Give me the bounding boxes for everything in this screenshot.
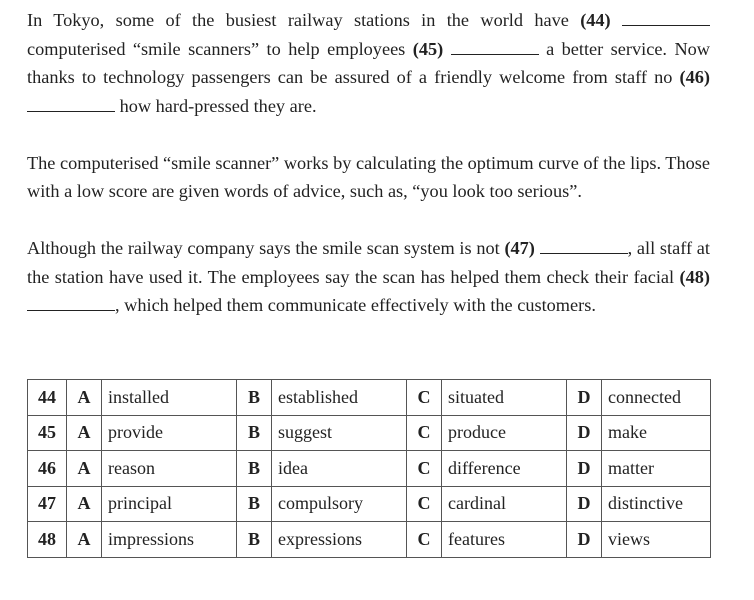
answer-blank-48[interactable] <box>27 293 115 311</box>
option-b[interactable]: established <box>272 380 407 416</box>
option-letter: A <box>67 522 102 558</box>
question-number-cell: 47 <box>28 486 67 522</box>
paragraph-text: , which helped them communicate effectively with the customers. <box>115 295 596 315</box>
option-a[interactable]: reason <box>102 451 237 487</box>
table-row <box>28 415 711 451</box>
paragraph-text: how hard-pressed they are. <box>119 95 317 116</box>
option-letter: D <box>567 486 602 522</box>
option-letter: A <box>67 451 102 487</box>
paragraph-3 <box>27 234 710 320</box>
question-number: (46) <box>679 67 710 87</box>
question-number: (44) <box>580 10 611 30</box>
option-letter: D <box>567 522 602 558</box>
option-d[interactable]: distinctive <box>602 486 711 522</box>
option-d[interactable]: make <box>602 415 711 451</box>
question-number-cell: 46 <box>28 451 67 487</box>
option-b[interactable]: compulsory <box>272 486 407 522</box>
answer-blank-47[interactable] <box>540 236 628 254</box>
question-number-cell: 48 <box>28 522 67 558</box>
option-letter: B <box>237 486 272 522</box>
option-letter: B <box>237 415 272 451</box>
table-row <box>28 522 711 558</box>
reading-passage <box>27 6 710 320</box>
option-letter: D <box>567 415 602 451</box>
table-row <box>28 380 711 416</box>
paragraph-1 <box>27 6 710 120</box>
answer-blank-45[interactable] <box>451 36 539 54</box>
option-c[interactable]: produce <box>442 415 567 451</box>
option-a[interactable]: principal <box>102 486 237 522</box>
table-row <box>28 486 711 522</box>
paragraph-text: In Tokyo, some of the busiest railway stations in the world have <box>27 10 569 30</box>
question-number: (47) <box>504 238 535 258</box>
option-c[interactable]: difference <box>442 451 567 487</box>
option-letter: D <box>567 451 602 487</box>
paragraph-text: a better service. Now thanks to technology passengers can be assured of a friendly welcome from staff no <box>27 38 710 87</box>
question-number-cell: 44 <box>28 380 67 416</box>
paragraph-text: Although the railway company says the smile scan system is not <box>27 238 500 258</box>
paragraph-text: , all staff at the station have used it. The employees say the scan has helped them check their facial <box>27 238 710 287</box>
option-letter: C <box>407 522 442 558</box>
option-letter: C <box>407 486 442 522</box>
question-number: (48) <box>679 266 710 287</box>
paragraph-2: The computerised “smile scanner” works by calculating the optimum curve of the lips. Those with a low score are given words of advice, such as, “you look too serious”. <box>27 152 710 201</box>
option-a[interactable]: impressions <box>102 522 237 558</box>
option-letter: B <box>237 451 272 487</box>
answer-options-table <box>27 379 711 558</box>
option-c[interactable]: features <box>442 522 567 558</box>
option-letter: A <box>67 415 102 451</box>
option-c[interactable]: situated <box>442 380 567 416</box>
option-letter: A <box>67 380 102 416</box>
question-number-cell: 45 <box>28 415 67 451</box>
option-letter: B <box>237 522 272 558</box>
option-b[interactable]: idea <box>272 451 407 487</box>
paragraph-text: computerised “smile scanners” to help employees <box>27 38 406 59</box>
answer-blank-46[interactable] <box>27 93 115 111</box>
option-a[interactable]: provide <box>102 415 237 451</box>
option-a[interactable]: installed <box>102 380 237 416</box>
option-d[interactable]: connected <box>602 380 711 416</box>
option-letter: C <box>407 380 442 416</box>
option-letter: A <box>67 486 102 522</box>
option-letter: D <box>567 380 602 416</box>
option-c[interactable]: cardinal <box>442 486 567 522</box>
option-b[interactable]: expressions <box>272 522 407 558</box>
option-letter: C <box>407 415 442 451</box>
option-d[interactable]: views <box>602 522 711 558</box>
option-b[interactable]: suggest <box>272 415 407 451</box>
question-number: (45) <box>412 38 444 59</box>
table-row <box>28 451 711 487</box>
option-letter: B <box>237 380 272 416</box>
option-d[interactable]: matter <box>602 451 711 487</box>
option-letter: C <box>407 451 442 487</box>
answer-blank-44[interactable] <box>622 8 710 26</box>
